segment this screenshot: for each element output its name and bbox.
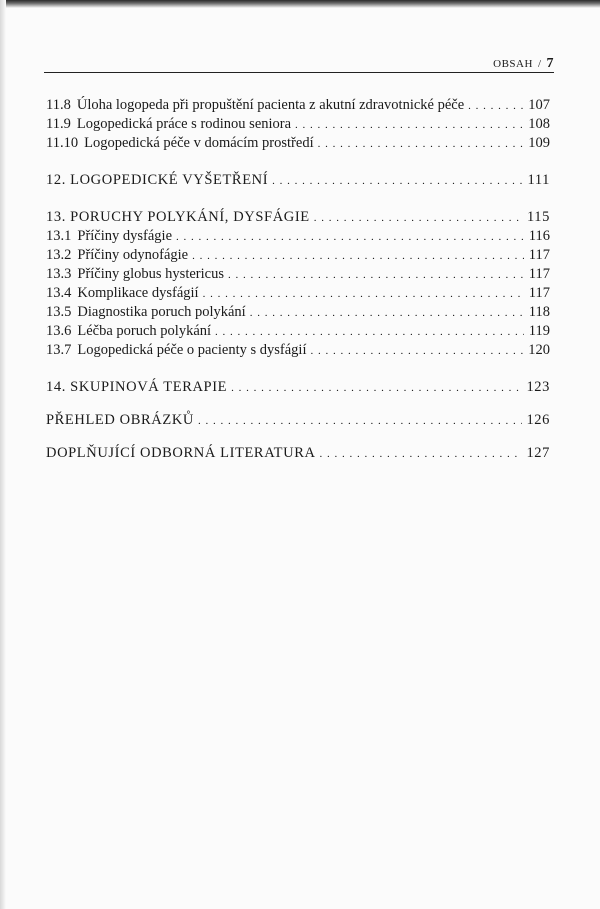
header-rule	[44, 72, 554, 73]
toc-chapter-page: 123	[526, 379, 550, 395]
toc-entry-13-3[interactable]	[46, 265, 550, 284]
toc-entry-11-9[interactable]	[46, 115, 550, 134]
toc-chapter-title: 12. LOGOPEDICKÉ VYŠETŘENÍ	[46, 172, 269, 188]
toc-leader-dots	[192, 247, 524, 266]
toc-leader-dots	[215, 323, 524, 342]
toc-entry-number: 11.10	[46, 135, 79, 151]
toc-entry-13-6[interactable]	[46, 322, 550, 341]
scan-edge-left	[0, 0, 6, 909]
toc-entry-number: 13.7	[46, 342, 72, 358]
toc-entry-11-8[interactable]	[46, 96, 550, 115]
toc-entry-number: 13.4	[46, 285, 72, 301]
toc-bibliography[interactable]	[46, 443, 550, 463]
toc-leader-dots	[250, 304, 524, 323]
toc-entry-page: 118	[528, 304, 550, 320]
scan-edge-top	[0, 0, 600, 8]
toc-entry-13-5[interactable]	[46, 303, 550, 322]
toc-entry-13-4[interactable]	[46, 284, 550, 303]
toc-entry-title: Komplikace dysfágií	[77, 285, 199, 301]
toc-entry-number: 11.8	[46, 97, 71, 113]
toc-chapter-title: 14. SKUPINOVÁ TERAPIE	[46, 379, 228, 395]
toc-entry-page: 107	[528, 97, 550, 113]
toc-leader-dots	[228, 266, 524, 285]
toc-entry-number: 13.1	[46, 228, 72, 244]
toc-entry-number: 13.2	[46, 247, 72, 263]
toc-entry-page: 108	[528, 116, 550, 132]
toc-entry-title: Léčba poruch polykání	[77, 323, 212, 339]
toc-chapter-page: 111	[527, 172, 550, 188]
toc-chapter-13[interactable]	[46, 207, 550, 227]
toc-entry-11-10[interactable]	[46, 134, 550, 153]
toc-entry-title: Logopedická práce s rodinou seniora	[76, 116, 292, 132]
toc-leader-dots	[203, 285, 524, 304]
toc-entry-title: Příčiny dysfágie	[77, 228, 173, 244]
toc-leader-dots	[198, 411, 522, 431]
toc-chapter-page: 127	[526, 445, 550, 461]
toc-leader-dots	[295, 116, 524, 135]
toc-entry-13-1[interactable]	[46, 227, 550, 246]
toc-entry-number: 13.3	[46, 266, 72, 282]
page-number: 7	[546, 56, 554, 71]
toc-entry-page: 109	[528, 135, 550, 151]
toc-entry-title: Logopedická péče o pacienty s dysfágií	[77, 342, 307, 358]
toc-entry-number: 13.5	[46, 304, 72, 320]
toc-entry-page: 119	[528, 323, 550, 339]
toc-chapter-title: DOPLŇUJÍCÍ ODBORNÁ LITERATURA	[46, 445, 316, 461]
table-of-contents	[46, 96, 550, 463]
toc-entry-title: Úloha logopeda při propuštění pacienta z akutní zdravotnické péče	[76, 97, 465, 113]
toc-entry-page: 117	[528, 247, 550, 263]
toc-leader-dots	[310, 342, 524, 361]
running-head	[493, 56, 554, 72]
toc-chapter-12[interactable]	[46, 170, 550, 190]
toc-entry-page: 117	[528, 266, 550, 282]
toc-entry-13-2[interactable]	[46, 246, 550, 265]
toc-entry-page: 117	[528, 285, 550, 301]
toc-leader-dots	[231, 378, 522, 398]
toc-leader-dots	[320, 444, 523, 464]
toc-leader-dots	[176, 228, 524, 247]
toc-leader-dots	[318, 135, 524, 154]
toc-entry-13-7[interactable]	[46, 341, 550, 360]
toc-entry-number: 11.9	[46, 116, 71, 132]
running-head-label: OBSAH	[493, 58, 533, 70]
toc-leader-dots	[468, 97, 524, 116]
toc-entry-title: Příčiny globus hystericus	[77, 266, 224, 282]
toc-entry-number: 13.6	[46, 323, 72, 339]
toc-chapter-14[interactable]	[46, 377, 550, 397]
toc-chapter-title: 13. PORUCHY POLYKÁNÍ, DYSFÁGIE	[46, 209, 310, 225]
toc-leader-dots	[314, 208, 523, 228]
running-head-separator: /	[537, 58, 542, 70]
toc-leader-dots	[272, 171, 523, 191]
toc-list-of-figures[interactable]	[46, 410, 550, 430]
toc-chapter-page: 115	[526, 209, 550, 225]
toc-chapter-title: PŘEHLED OBRÁZKŮ	[46, 412, 194, 428]
toc-entry-title: Diagnostika poruch polykání	[77, 304, 246, 320]
toc-entry-title: Logopedická péče v domácím prostředí	[84, 135, 314, 151]
toc-chapter-page: 126	[526, 412, 550, 428]
toc-entry-title: Příčiny odynofágie	[77, 247, 189, 263]
toc-entry-page: 120	[528, 342, 550, 358]
toc-entry-page: 116	[528, 228, 550, 244]
